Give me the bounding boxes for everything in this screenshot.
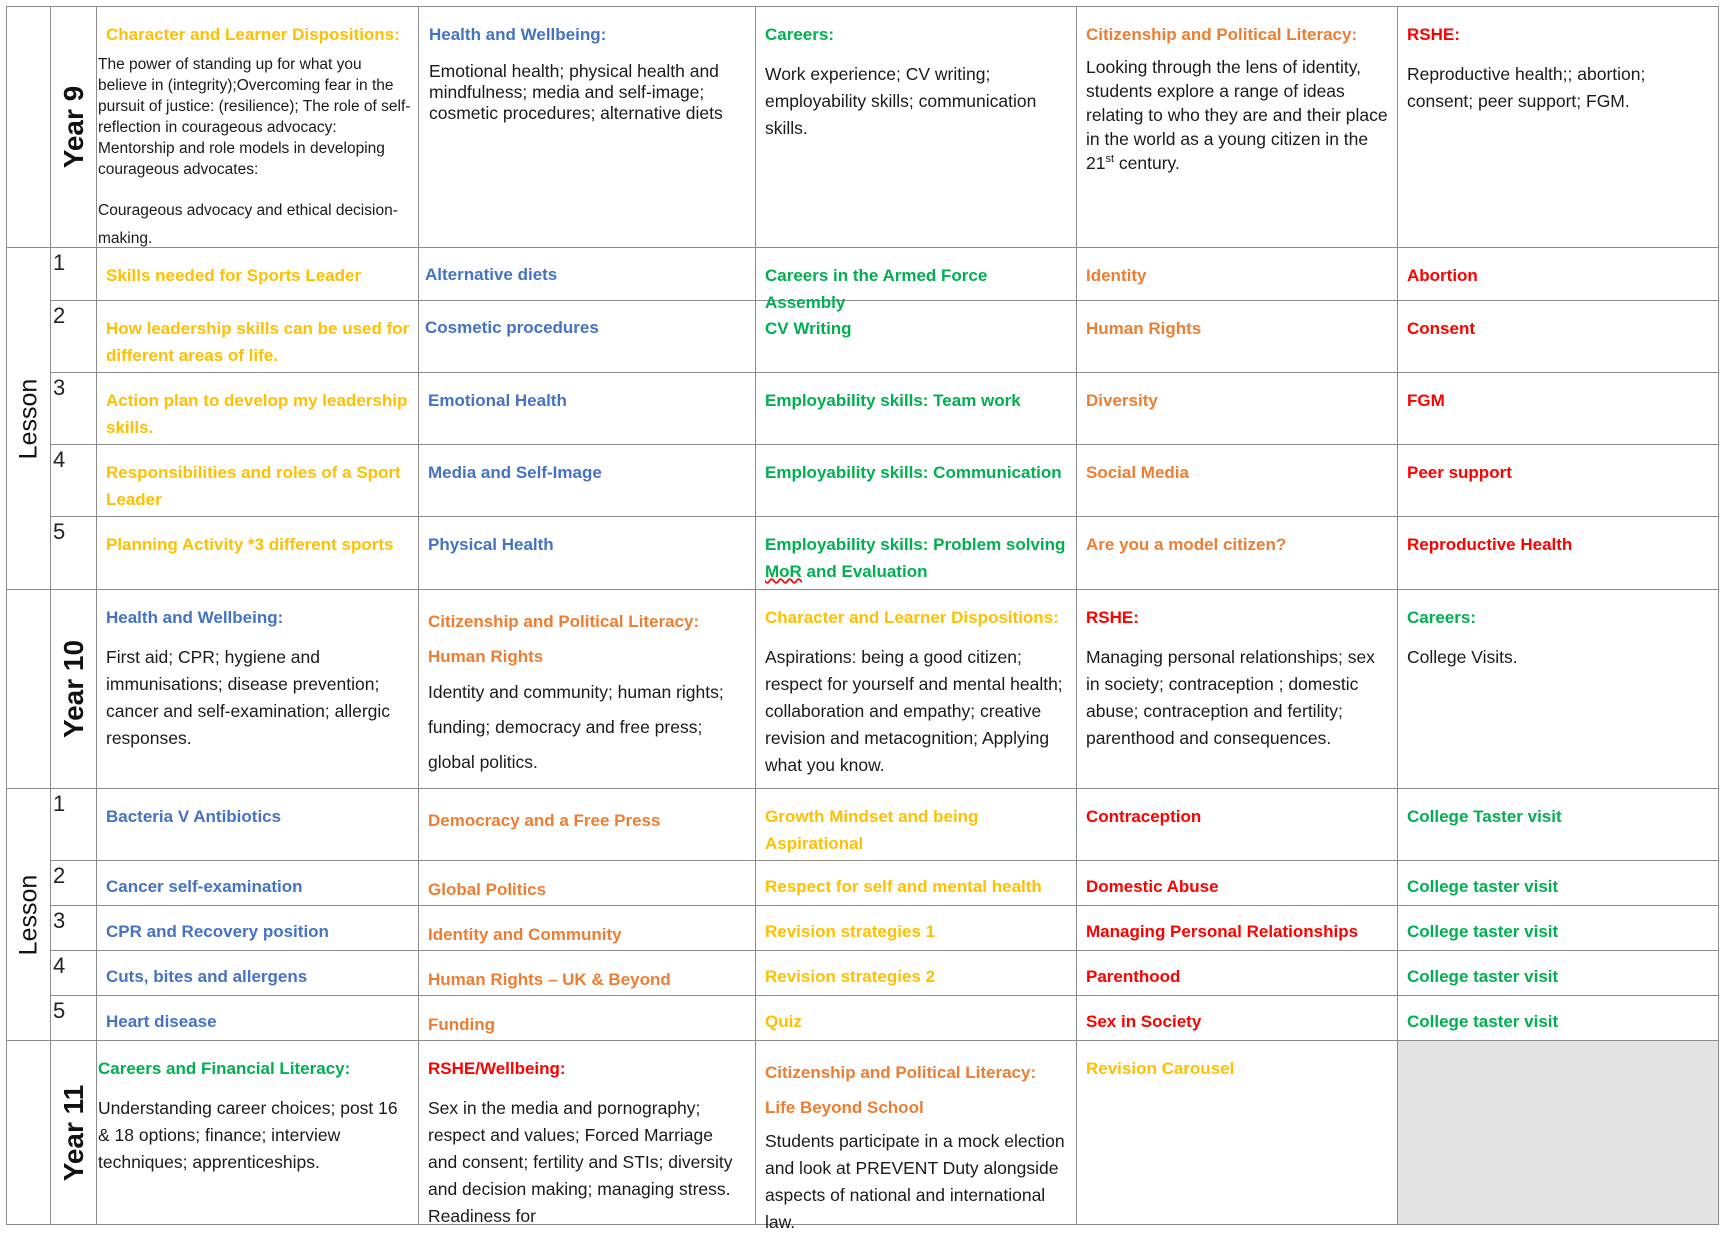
y10-lesson-3-citizenship: Identity and Community — [419, 906, 756, 951]
y11-rshe-text: Sex in the media and pornography; respect and values; Forced Marriage and consent; fertility and STIs; diversity and decision making; managing stress. Readiness for — [428, 1098, 733, 1226]
y10-health-title: Health and Wellbeing: — [106, 608, 284, 627]
y10-careers-cell — [1398, 590, 1719, 789]
y10-character-text: Aspirations: being a good citizen; respect for yourself and mental health; collaboration and empathy; creative revision and metacognition; Applying what you know. — [765, 647, 1063, 775]
y9-citizenship-text — [1086, 55, 1389, 175]
y9-careers-cell — [756, 7, 1077, 248]
year-11-label-merged-cell — [7, 1041, 51, 1225]
y10-lesson-1-rshe: Contraception — [1077, 789, 1398, 861]
year-11-label: Year 11 — [57, 1084, 89, 1181]
y9-lesson-4-citizenship: Social Media — [1077, 445, 1398, 517]
y9-character-text-1: The power of standing up for what you believe in (integrity);Overcoming fear in the pursuit of justice: (resilience); The role of self-reflection in courageous advocacy: Mentorship and role models in developing courageous advocates: — [98, 56, 411, 178]
year-10-label-cell — [51, 590, 97, 789]
y10-lesson-4-number: 4 — [51, 951, 97, 996]
y11-revision-cell — [1077, 1041, 1398, 1225]
year-9-label-cell — [51, 7, 97, 248]
y9-lesson-1-careers: Careers in the Armed Force Assembly — [756, 248, 1077, 301]
y10-lesson-2-character: Respect for self and mental health — [756, 861, 1077, 906]
y11-citizenship-cell — [756, 1041, 1077, 1232]
y9-character-title: Character and Learner Dispositions: — [106, 25, 400, 44]
y9-lesson-3-rshe: FGM — [1398, 373, 1719, 445]
y10-lesson-3-character: Revision strategies 1 — [756, 906, 1077, 951]
y10-citizenship-cell — [419, 590, 756, 789]
y10-lesson-1-health: Bacteria V Antibiotics — [97, 789, 419, 861]
y9-lesson-2-character: How leadership skills can be used for different areas of life. — [97, 301, 419, 373]
y9-character-text-2: Courageous advocacy and ethical decision-making. — [98, 202, 398, 247]
y10-lesson-5-careers: College taster visit — [1398, 996, 1719, 1041]
y9-lesson-5-character: Planning Activity *3 different sports — [97, 517, 419, 590]
y10-careers-text: College Visits. — [1407, 647, 1518, 667]
y9-citizenship-title: Citizenship and Political Literacy: — [1086, 25, 1358, 44]
y10-lesson-5-character: Quiz — [756, 996, 1077, 1041]
y9-lesson-1-health: Alternative diets — [419, 248, 756, 301]
y9-lesson-2-number: 2 — [51, 301, 97, 373]
y10-lesson-4-character: Revision strategies 2 — [756, 951, 1077, 996]
y11-careers-title: Careers and Financial Literacy: — [98, 1059, 351, 1078]
y10-lesson-3-number: 3 — [51, 906, 97, 951]
y9-rshe-cell — [1398, 7, 1719, 248]
y9-lesson-4-character: Responsibilities and roles of a Sport Leader — [97, 445, 419, 517]
y9-lesson-3-citizenship: Diversity — [1077, 373, 1398, 445]
y9-citizenship-text-sup: st — [1105, 153, 1115, 166]
y9-lesson-1-citizenship: Identity — [1077, 248, 1398, 301]
y11-citizenship-subtitle: Life Beyond School — [765, 1098, 924, 1117]
y11-rshe-title: RSHE/Wellbeing: — [428, 1059, 566, 1078]
y9-lesson-5-careers-text: Employability skills: Problem solving MoR and Evaluation — [765, 535, 1066, 581]
y9-lesson-5-health: Physical Health — [419, 517, 756, 590]
y9-health-text: Emotional health; physical health and mindfulness; media and self-image; cosmetic procedures; alternative diets — [429, 61, 723, 123]
y9-lesson-1-rshe: Abortion — [1398, 248, 1719, 301]
y10-lesson-1-citizenship: Democracy and a Free Press — [419, 789, 756, 861]
y9-lesson-2-citizenship: Human Rights — [1077, 301, 1398, 373]
y9-lesson-3-character: Action plan to develop my leadership skills. — [97, 373, 419, 445]
year-9-label: Year 9 — [57, 85, 89, 169]
y9-lesson-1-number: 1 — [51, 248, 97, 301]
y10-lesson-1-number: 1 — [51, 789, 97, 861]
year-11-label-cell — [51, 1041, 97, 1225]
year-9-label-merged-cell — [7, 7, 51, 248]
y10-lesson-2-careers: College taster visit — [1398, 861, 1719, 906]
y10-lesson-1-careers: College Taster visit — [1398, 789, 1719, 861]
y10-lesson-3-careers: College taster visit — [1398, 906, 1719, 951]
y10-careers-title: Careers: — [1407, 608, 1476, 627]
y10-rshe-title: RSHE: — [1086, 608, 1139, 627]
y9-citizenship-text-main: Looking through the lens of identity, students explore a range of ideas relating to who they are and their place in the world as a young citizen in the 21 — [1086, 57, 1388, 173]
y10-lesson-5-rshe: Sex in Society — [1077, 996, 1398, 1041]
y11-rshe-cell — [419, 1041, 756, 1225]
year-10-label-merged-cell — [7, 590, 51, 789]
y10-lesson-2-health: Cancer self-examination — [97, 861, 419, 906]
y9-lesson-3-health: Emotional Health — [419, 373, 756, 445]
y10-citizenship-text: Identity and community; human rights; funding; democracy and free press; global politics. — [428, 682, 724, 772]
y10-lesson-label: Lesson — [14, 874, 42, 955]
y10-rshe-text: Managing personal relationships; sex in society; contraception ; domestic abuse; contraception and fertility; parenthood and consequences. — [1086, 647, 1375, 748]
y10-health-text: First aid; CPR; hygiene and immunisations; disease prevention; cancer and self-examination; allergic responses. — [106, 647, 391, 748]
y9-rshe-title: RSHE: — [1407, 25, 1460, 44]
y10-character-title: Character and Learner Dispositions: — [765, 608, 1059, 627]
y9-careers-text: Work experience; CV writing; employability skills; communication skills. — [765, 64, 1037, 138]
y10-lesson-2-citizenship: Global Politics — [419, 861, 756, 906]
y9-lesson-1-character: Skills needed for Sports Leader — [97, 248, 419, 301]
y9-character-cell — [97, 7, 419, 248]
y9-lesson-3-careers: Employability skills: Team work — [756, 373, 1077, 445]
y9-lesson-5-citizenship: Are you a model citizen? — [1077, 517, 1398, 590]
y10-lesson-2-rshe: Domestic Abuse — [1077, 861, 1398, 906]
y9-lesson-4-rshe: Peer support — [1398, 445, 1719, 517]
y10-citizenship-title: Citizenship and Political Literacy: — [428, 612, 700, 631]
y11-revision-title: Revision Carousel — [1086, 1059, 1235, 1078]
y10-rshe-cell — [1077, 590, 1398, 789]
y11-citizenship-text: Students participate in a mock election and look at PREVENT Duty alongside aspects of national and international law. — [765, 1131, 1065, 1232]
y9-lesson-4-health: Media and Self-Image — [419, 445, 756, 517]
y10-lesson-4-careers: College taster visit — [1398, 951, 1719, 996]
y10-lesson-4-rshe: Parenthood — [1077, 951, 1398, 996]
y9-lesson-5-careers — [756, 517, 1077, 590]
year-10-label: Year 10 — [57, 639, 89, 739]
y10-lesson-4-citizenship: Human Rights – UK & Beyond — [419, 951, 756, 996]
y10-lesson-2-number: 2 — [51, 861, 97, 906]
y10-lesson-5-citizenship: Funding — [419, 996, 756, 1041]
y9-citizenship-cell — [1077, 7, 1398, 248]
y9-lesson-4-number: 4 — [51, 445, 97, 517]
y9-lesson-label-cell — [7, 248, 51, 590]
y9-lesson-2-health: Cosmetic procedures — [419, 301, 756, 373]
y9-careers-title: Careers: — [765, 25, 834, 44]
y10-lesson-4-health: Cuts, bites and allergens — [97, 951, 419, 996]
y10-lesson-1-character: Growth Mindset and being Aspirational — [756, 789, 1077, 861]
y11-citizenship-title: Citizenship and Political Literacy: — [765, 1063, 1037, 1082]
y9-lesson-5-number: 5 — [51, 517, 97, 590]
y9-lesson-4-careers: Employability skills: Communication — [756, 445, 1077, 517]
y10-lesson-3-rshe: Managing Personal Relationships — [1077, 906, 1398, 951]
y11-careers-text: Understanding career choices; post 16 & 18 options; finance; interview techniques; apprenticeships. — [98, 1098, 398, 1172]
y11-empty-shaded-cell — [1398, 1041, 1719, 1225]
y9-lesson-5-rshe: Reproductive Health — [1398, 517, 1719, 590]
y10-lesson-5-health: Heart disease — [97, 996, 419, 1041]
y10-citizenship-subtitle: Human Rights — [428, 647, 544, 666]
y9-lesson-3-number: 3 — [51, 373, 97, 445]
y9-rshe-text: Reproductive health;; abortion; consent; peer support; FGM. — [1407, 64, 1646, 111]
y9-health-cell — [419, 7, 756, 248]
y10-health-cell — [97, 590, 419, 789]
y9-lesson-2-rshe: Consent — [1398, 301, 1719, 373]
y9-health-title: Health and Wellbeing: — [429, 25, 607, 44]
y10-lesson-3-health: CPR and Recovery position — [97, 906, 419, 951]
y9-lesson-2-careers: CV Writing — [756, 301, 1077, 373]
y10-lesson-label-cell — [7, 789, 51, 1041]
y9-citizenship-text-end: century. — [1114, 153, 1180, 173]
y10-lesson-5-number: 5 — [51, 996, 97, 1041]
y9-lesson-label: Lesson — [14, 378, 42, 459]
y11-careers-cell — [97, 1041, 419, 1225]
y10-character-cell — [756, 590, 1077, 789]
